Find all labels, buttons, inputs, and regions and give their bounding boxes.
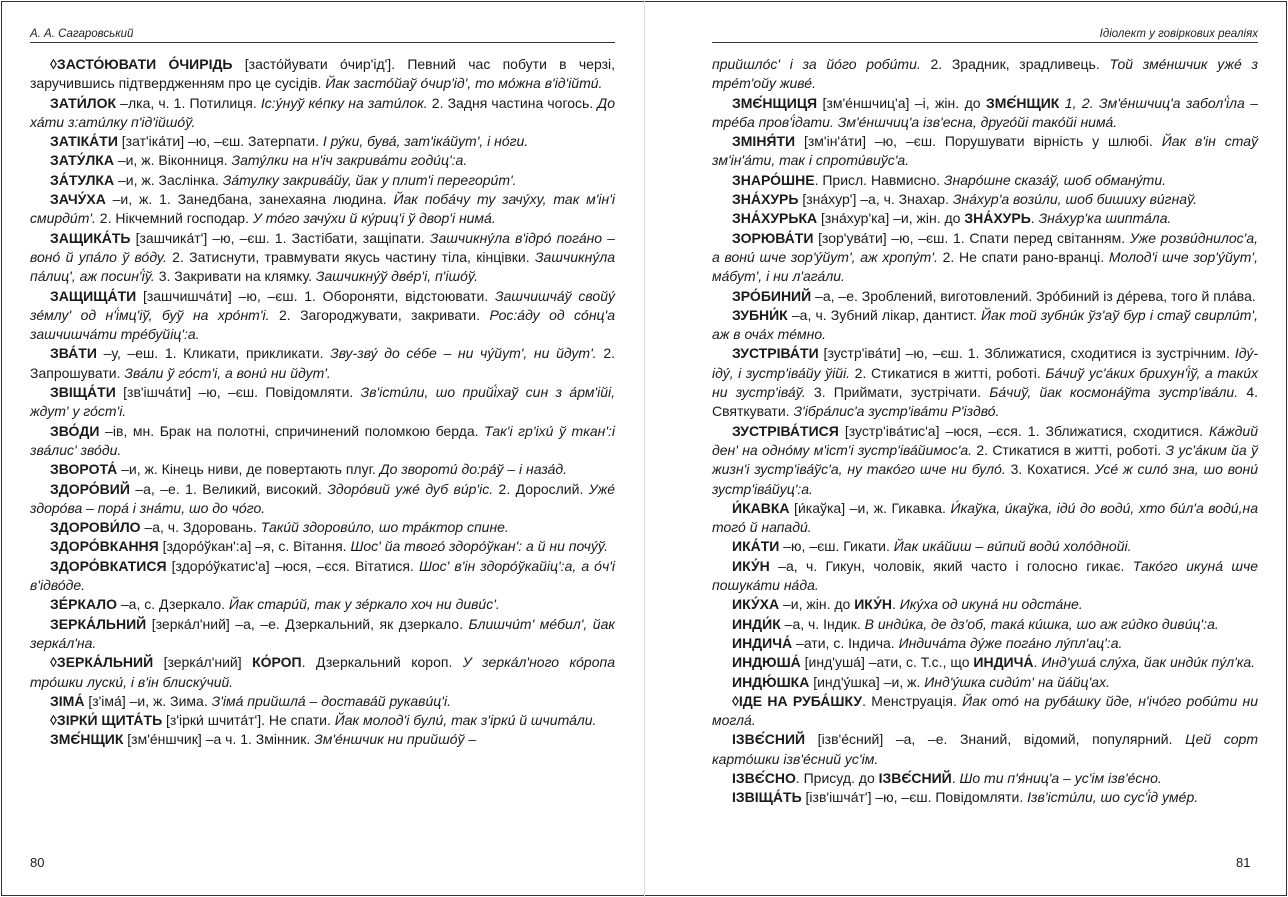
definition: [здоро́ўкатис'а] –юся, –єся. Вітатися. — [166, 557, 419, 574]
definition: –ів, мн. Брак на полотні, спричинений поломкою берда. — [99, 422, 485, 439]
dictionary-entry — [712, 422, 1258, 499]
dictionary-entry — [712, 653, 1258, 672]
definition: [зв'ішча́ти] –ю, –єш. Повідомляти. — [115, 384, 361, 401]
usage-example: Ба́чиў ус'а́ких брихун'і́ў, а таки́х ни зустр'іва́ў. — [712, 364, 1259, 401]
headword: ЗАТІКА́ТИ — [50, 133, 118, 150]
usage-example: Зм'е́ншчик ни прийшо́ў – — [314, 731, 477, 748]
headword: ЗА́ТУЛКА — [50, 171, 115, 188]
headword: ІЗВЄ́СНО — [732, 769, 796, 786]
dictionary-entry — [30, 151, 615, 170]
usage-example: Зна́хур'а вози́ли, шоб бишиху ви́гнаў. — [952, 191, 1198, 208]
definition: 2. Нікчемний господар. — [95, 210, 253, 227]
definition: [зашчишча́ти] –ю, –єш. 1. Обороняти, відстоювати. — [136, 287, 495, 304]
definition: [зерка́л'ний] — [153, 654, 253, 671]
usage-example: Шос' в'ін здоро́ўкайіц':а, а о́ч'і в'ідво́де. — [30, 557, 615, 594]
dictionary-entry — [712, 499, 1258, 538]
definition: 2. Запрошувати. — [30, 345, 615, 381]
usage-example: Индича́та ду́же пога́но лу́пл'ац':а. — [898, 634, 1123, 651]
headword: ИНДЮША́ — [732, 654, 801, 671]
usage-example: Рос:а́ду од со́нц'а зашчишча́ти тре́буйіц':а. — [30, 306, 616, 343]
definition: . — [1033, 654, 1042, 671]
headword: ЗРО́БИНИЙ — [732, 287, 812, 304]
dictionary-entries — [712, 55, 1258, 808]
dictionary-entry — [712, 615, 1258, 634]
usage-example: Ику́ха од икуна́ ни одста́не. — [899, 596, 1083, 613]
definition: –лка, ч. 1. Потилиця. — [116, 94, 261, 111]
headword: ◊ЗЕРКА́ЛЬНИЙ — [50, 654, 154, 671]
running-head-title: Ідіолект у говіркових реаліях — [712, 26, 1258, 43]
usage-example: Ба́чиў, йак космона́ўта зустр'іва́ли. — [989, 384, 1239, 401]
definition: [зм'е́ншчиц'а] –і, жін. до — [817, 94, 986, 111]
dictionary-entry — [712, 190, 1258, 209]
headword: ЗВІЩА́ТИ — [50, 384, 116, 401]
usage-example: Зашчикну́ла в'ідро́ пога́но – воно́ й упа́ло ў во́ду. — [30, 229, 615, 265]
definition: [зат'іка́ти] –ю, –єш. Затерпати. — [117, 133, 323, 150]
usage-example: Зва́ли ў го́ст'і, а вони́ ни йдут'. — [124, 364, 331, 381]
dictionary-entry — [30, 422, 615, 461]
headword: ІЗВЄ́СНИЙ — [878, 769, 952, 786]
definition: [зустр'іва́ти] –ю, –єш. 1. Зближатися, сходитися із зустрічним. — [818, 345, 1235, 362]
book-gutter — [644, 0, 645, 897]
usage-example: Зашчикну́ў две́р'і, п'ішо́ў. — [315, 268, 478, 285]
dictionary-entry — [712, 769, 1258, 788]
dictionary-entry — [30, 615, 615, 654]
usage-example: Той зме́ншчик уже́ з тре́т'ойу живе́. — [712, 56, 1258, 92]
headword: ИНДИЧА́ — [732, 634, 793, 651]
headword: ЗВОРОТА́ — [50, 461, 118, 478]
headword: И́КАВКА — [732, 499, 790, 516]
definition: 4. Святкувати. — [712, 384, 1258, 420]
headword: ЗАТУ́ЛКА — [50, 152, 114, 169]
headword: ЗАЩИЩА́ТИ — [50, 287, 137, 304]
dictionary-entry — [712, 132, 1258, 171]
entry-continuation — [712, 55, 1258, 94]
definition: [зм'ін'а́ти] –ю, –єш. Порушувати вірність у шлюбі. — [795, 133, 1162, 150]
definition: [зустр'іва́тис'а] –юся, –єся. 1. Зближатися, сходитися. — [838, 422, 1210, 439]
dictionary-entry — [712, 229, 1258, 287]
usage-example: Іду́-іду́, і зустр'іва́йу ўійі. — [712, 345, 1258, 381]
definition: . — [892, 596, 900, 613]
usage-example: Здоро́вий уже́ дуб ви́р'іс. — [327, 480, 494, 497]
left-page — [30, 26, 615, 750]
definition: [засто́йувати о́чир'ід']. Певний час побути в черзі, заручившись підтвердженням про це сусідів. — [30, 56, 615, 92]
usage-example: Йак ика́йиш – ви́пий води́ холо́днойі. — [893, 538, 1132, 555]
usage-example: Зату́лки на н'іч закрива́ти годи́ц':а. — [231, 152, 468, 169]
dictionary-entry — [712, 634, 1258, 653]
definition: –а, с. Дзеркало. — [117, 596, 229, 613]
usage-example: Тако́го икуна́ шче пошука́ти на́да. — [712, 557, 1259, 594]
dictionary-entry — [30, 595, 615, 614]
right-page — [712, 26, 1258, 808]
definition: 2. Задня частина чогось. — [427, 94, 598, 111]
definition: [з'ірки́ шчита́т']. Не спати. — [162, 712, 335, 729]
definition: 3. Закривати на клямку. — [154, 268, 316, 285]
usage-example: прийшло́с' і за йо́го роби́ти. — [712, 56, 921, 72]
dictionary-entry — [712, 209, 1258, 228]
definition: [зор'ува́ти] –ю, –єш. 1. Спати перед світанням. — [813, 229, 1130, 246]
usage-example: Инд'у́шка сиди́т' на йа́йц'ах. — [924, 673, 1110, 690]
definition: 2. Затиснути, травмувати якусь частину тіла, кінцівки. — [166, 248, 535, 265]
definition: [инд'уша́] –ати, с. Т.с., що — [800, 654, 974, 671]
definition: 3. Приймати, зустрічати. — [805, 384, 990, 401]
usage-example: Зву-зву́ до се́бе – ни чу́йут', ни йдут'. — [330, 345, 597, 362]
headword: ИКУ́Н — [854, 596, 893, 613]
usage-example: Блишчи́т' ме́бил', йак зерка́л'на. — [30, 615, 615, 651]
headword: ЗАТИ́ЛОК — [50, 94, 117, 111]
headword: ЗВА́ТИ — [50, 345, 97, 362]
dictionary-entry — [30, 55, 615, 94]
definition: 2. Стикатися в житті, роботі. — [850, 364, 1046, 381]
usage-example: Йак той зубни́к ўз'аў бур і стаў свирли́т', аж в оча́х те́мно. — [712, 306, 1258, 343]
dictionary-entry — [712, 94, 1258, 133]
definition: –и, ж. 1. Занедбана, занехаяна людина. — [105, 191, 394, 208]
usage-example: З'іма́ прийшла́ – достава́й рукави́ц'і. — [211, 692, 451, 709]
dictionary-entry — [30, 171, 615, 190]
definition: –а, ч. Зубний лікар, дантист. — [787, 306, 982, 323]
usage-example: До ха́ти з:ати́лку п'ід'ійшо́ў. — [30, 94, 615, 130]
definition: [и́каўка] –и, ж. Гикавка. — [789, 499, 951, 516]
definition: . Менструація. — [862, 692, 963, 709]
headword: ІЗВІЩА́ТЬ — [732, 789, 802, 806]
usage-example: Йак поба́чу ту зачу́ху, так м'ін'і смирди́т'. — [30, 191, 616, 227]
headword: ◊ЗІРКИ́ ЩИТА́ТЬ — [50, 712, 163, 729]
usage-example: За́тулку закрива́йу, йак у плит'і перегори́т'. — [222, 171, 517, 188]
usage-example: З ус'а́ким йа ў жизн'і зустр'іва́ўс'а, ну тако́го шче ни було́. — [712, 441, 1258, 478]
definition: 2. Загороджувати, закривати. — [269, 306, 490, 323]
dictionary-entry — [712, 673, 1258, 692]
usage-example: Йак ото́ на руба́шку йде, н'ічо́го роби́ти ни могла́. — [712, 692, 1259, 729]
headword: ЗОРЮВА́ТИ — [732, 229, 814, 246]
headword: ЗМЄ́НЩИК — [50, 731, 124, 748]
dictionary-entry — [712, 344, 1258, 421]
headword: ИНДИ́К — [732, 615, 781, 632]
headword: ЗАЧУ́ХА — [50, 191, 106, 208]
usage-example: Ка́ждий ден' на одно́му м'іст'і зустр'іва́йимос'а. — [712, 422, 1258, 458]
definition: [зашчика́т'] –ю, –єш. 1. Застібати, защіпати. — [130, 229, 430, 246]
usage-example: Йак в'ін стаў зм'ін'а́ти, так і спроти́виўс'а. — [712, 133, 1259, 169]
headword: ЗДОРО́ВКАТИСЯ — [50, 557, 167, 574]
dictionary-entry — [712, 287, 1258, 306]
headword: ЗУСТРІВА́ТИСЯ — [732, 422, 839, 439]
definition: –ати, с. Індича. — [792, 634, 899, 651]
headword: ЗВО́ДИ — [50, 422, 100, 439]
dictionary-entry — [30, 344, 615, 383]
definition: . Присл. Навмисно. — [814, 171, 944, 188]
usage-example: Йак стари́й, так у зе́ркало хоч ни диви́с'. — [228, 596, 500, 613]
usage-example: І ру́ки, бува́, зат'іка́йут', і но́ги. — [322, 133, 529, 150]
usage-example: Шос' йа твого́ здоро́ўкан': а й ни почу́ў. — [350, 538, 608, 555]
definition: –и, ж. Заслінка. — [114, 171, 223, 188]
definition: –ю, –єш. Гикати. — [779, 538, 894, 555]
dictionary-entry — [30, 537, 615, 556]
usage-example: До звороти́ до:ра́ў – і наза́д. — [379, 461, 568, 478]
dictionary-entry — [30, 190, 615, 229]
usage-example: З'ібра́лис'а зустр'іва́ти Р'іздво́. — [793, 403, 1000, 420]
headword: ЗУБНИ́К — [732, 306, 788, 323]
usage-example: Цей сорт карто́шки ізв'е́сний ус'ім. — [712, 731, 1259, 767]
usage-example: В инди́ка, де дз'об, така́ ки́шка, шо аж ги́дко диви́ц':а. — [864, 615, 1219, 632]
usage-example: У то́го зачу́хи й ку́риц'і ў двор'і нима́. — [252, 210, 496, 227]
definition: 2. Дорослий. — [493, 480, 589, 497]
headword: ЗАЩИКА́ТЬ — [50, 229, 131, 246]
headword: ЗЕ́РКАЛО — [50, 596, 117, 613]
dictionary-entry — [712, 171, 1258, 190]
headword: ИКУ́ХА — [732, 596, 780, 613]
definition: 2. Стикатися в житті, роботі. — [972, 441, 1166, 458]
headword: ◊ІДЕ НА РУБА́ШКУ — [732, 692, 863, 709]
definition: –а, ч. Здоровань. — [140, 519, 261, 536]
running-head-author: А. А. Сагаровський — [30, 26, 615, 43]
definition: –и, жін. до — [779, 596, 855, 613]
usage-example: Йак засто́йаў о́чир'ід', то мо́жна в'ід'ійти́. — [325, 75, 603, 92]
usage-example: Уже́ здоро́ва – пора́ і зна́ти, шо до чо́го. — [30, 480, 615, 516]
dictionary-entry — [712, 306, 1258, 345]
headword: ЗДОРО́ВИЙ — [50, 480, 130, 497]
page-number: 81 — [1236, 855, 1251, 870]
definition: –а, –е. 1. Великий, високий. — [129, 480, 328, 497]
headword: ИКУ́Н — [732, 557, 770, 574]
dictionary-entry — [30, 94, 615, 133]
dictionary-entry — [30, 229, 615, 287]
definition: . — [1030, 210, 1039, 227]
definition: –а, ч. Гикун, чоловік, який часто і голосно гикає. — [769, 557, 1133, 574]
headword: ИНДИЧА́ — [973, 654, 1034, 671]
headword: ІЗВЄ́СНИЙ — [732, 731, 806, 748]
usage-example: Шо ти п'я́ниц'а – ус'ім ізв'е́сно. — [959, 769, 1162, 786]
headword: ИНДЮ́ШКА — [732, 673, 810, 690]
dictionary-entry — [30, 480, 615, 519]
usage-example: Іс:у́нуў ке́пку на зати́лок. — [260, 94, 428, 111]
usage-example: Зна́хур'ка шипта́ла. — [1038, 210, 1172, 227]
headword: ЗДОРОВИ́ЛО — [50, 519, 141, 536]
definition: [зна́хур'ка] –и, жін. до — [817, 210, 965, 227]
definition: –а, ч. Індик. — [780, 615, 865, 632]
headword: ◊ЗАСТО́ЮВАТИ О́ЧИРІДЬ — [50, 56, 233, 72]
headword: ЗНА́ХУРЬКА — [732, 210, 818, 227]
dictionary-entry — [712, 692, 1258, 731]
usage-example: Зашчишча́ў свойу́ зе́млу' од н'і́мц'іў, буў на хро́нт'і. — [30, 287, 615, 323]
dictionary-entry — [30, 518, 615, 537]
usage-example: Усе́ ж сило́ зна, шо вони́ зустр'іва́йуц':а. — [712, 461, 1259, 497]
definition: . Присуд. до — [795, 769, 879, 786]
headword: ЗМЄ́НЩИК — [985, 94, 1060, 111]
dictionary-entry — [30, 557, 615, 596]
dictionary-entries — [30, 55, 615, 750]
headword: ИКА́ТИ — [732, 538, 780, 555]
usage-example: Йак молод'і були́, так з'ірки́ й шчита́ли. — [334, 712, 597, 729]
definition: [инд'у́шка] –и, ж. — [809, 673, 925, 690]
definition: [зна́хур'] –а, ч. Знахар. — [798, 191, 953, 208]
headword: ЗНА́ХУРЬ — [964, 210, 1031, 227]
definition: –и, ж. Кінець ниви, де повертають плуг. — [117, 461, 380, 478]
usage-example: Знаро́шне сказа́ў, шоб обману́ти. — [943, 171, 1167, 188]
dictionary-entry — [30, 692, 615, 711]
definition: [з'іма́] –и, ж. Зима. — [84, 692, 212, 709]
dictionary-entry — [712, 537, 1258, 556]
definition: [зм'е́ншчик] –а ч. 1. Змінник. — [123, 731, 315, 748]
definition: [здоро́ўкан':а] –я, с. Вітання. — [158, 538, 351, 555]
usage-example: Так'і гр'іхи́ ў ткан':і зва́лис' зво́ди. — [30, 422, 615, 458]
dictionary-entry — [712, 595, 1258, 614]
page-number: 80 — [30, 855, 45, 870]
dictionary-entry — [30, 383, 615, 422]
usage-example: 1, 2. Зм'е́ншчиц'а забол'і́ла – тре́ба пров'і́дати. Зм'е́ншчиц'а ізв'есна, друго́йі тако́йі нима́. — [712, 94, 1258, 130]
definition: 2. Зрадник, зрадливець. — [920, 56, 1110, 72]
definition: . — [951, 769, 960, 786]
definition: . Дзеркальний короп. — [301, 654, 463, 671]
headword: ЗДОРО́ВКАННЯ — [50, 538, 159, 555]
definition: 2. Не спати рано-вранці. — [937, 248, 1109, 265]
dictionary-entry — [30, 287, 615, 345]
definition: 3. Кохатися. — [1005, 461, 1095, 478]
usage-example: И́каўка, и́каўка, іди́ до води́, хто би́л'а води́,на того́ й напади́. — [712, 499, 1258, 536]
dictionary-entry — [30, 132, 615, 151]
dictionary-entry — [30, 460, 615, 479]
dictionary-entry — [712, 788, 1258, 807]
headword: ЗУСТРІВА́ТИ — [732, 345, 819, 362]
dictionary-entry — [712, 730, 1258, 769]
dictionary-entry — [30, 653, 615, 692]
dictionary-entry — [30, 730, 615, 749]
definition: –и, ж. Віконниця. — [113, 152, 232, 169]
usage-example: Инд'уша́ слу́ха, йак инди́к пу́л'ка. — [1041, 654, 1256, 671]
usage-example: Таки́й здорови́ло, шо тра́ктор спине. — [260, 519, 509, 536]
usage-example: Ізв'істи́ли, шо сус'і́д уме́р. — [1027, 789, 1199, 806]
definition: –у, –еш. 1. Кликати, прикликати. — [96, 345, 331, 362]
headword: ЗЕРКА́ЛЬНИЙ — [50, 615, 147, 632]
usage-example: Зашчикну́ла па́лиц', аж посин'і́ў. — [30, 248, 615, 285]
usage-example: Зв'істи́ли, шо прийі́хаў син з а́рм'ійі, ждут' у го́ст'і. — [30, 384, 615, 420]
headword: ЗМІНЯ́ТИ — [732, 133, 796, 150]
headword: ЗНА́ХУРЬ — [732, 191, 799, 208]
definition: [ізв'е́сний] –а, –е. Знаний, відомий, популярний. — [805, 731, 1186, 748]
definition: [зерка́л'ний] –а, –е. Дзеркальний, як дзеркало. — [146, 615, 469, 632]
usage-example: Молод'і шче зор'у́йут', ма́бут', і ни л'ага́ли. — [712, 248, 1258, 285]
dictionary-entry — [712, 557, 1258, 596]
usage-example: Уже розви́днилос'а, а вони́ шче зор'у́йут', аж хропу́т'. — [712, 229, 1258, 265]
definition: [ізв'ішча́т'] –ю, –єш. Повідомляти. — [801, 789, 1028, 806]
headword: КО́РОП — [252, 654, 302, 671]
headword: ЗІМА́ — [50, 692, 85, 709]
definition: –а, –е. Зроблений, виготовлений. Зро́биний із де́рева, того й пла́ва. — [811, 287, 1256, 304]
headword: ЗНАРО́ШНЕ — [732, 171, 815, 188]
headword: ЗМЄ́НЩИЦЯ — [732, 94, 818, 111]
dictionary-entry — [30, 711, 615, 730]
usage-example: У зерка́л'ного ко́ропа тро́шки луски́, і в'ін блиску́чий. — [30, 654, 615, 690]
